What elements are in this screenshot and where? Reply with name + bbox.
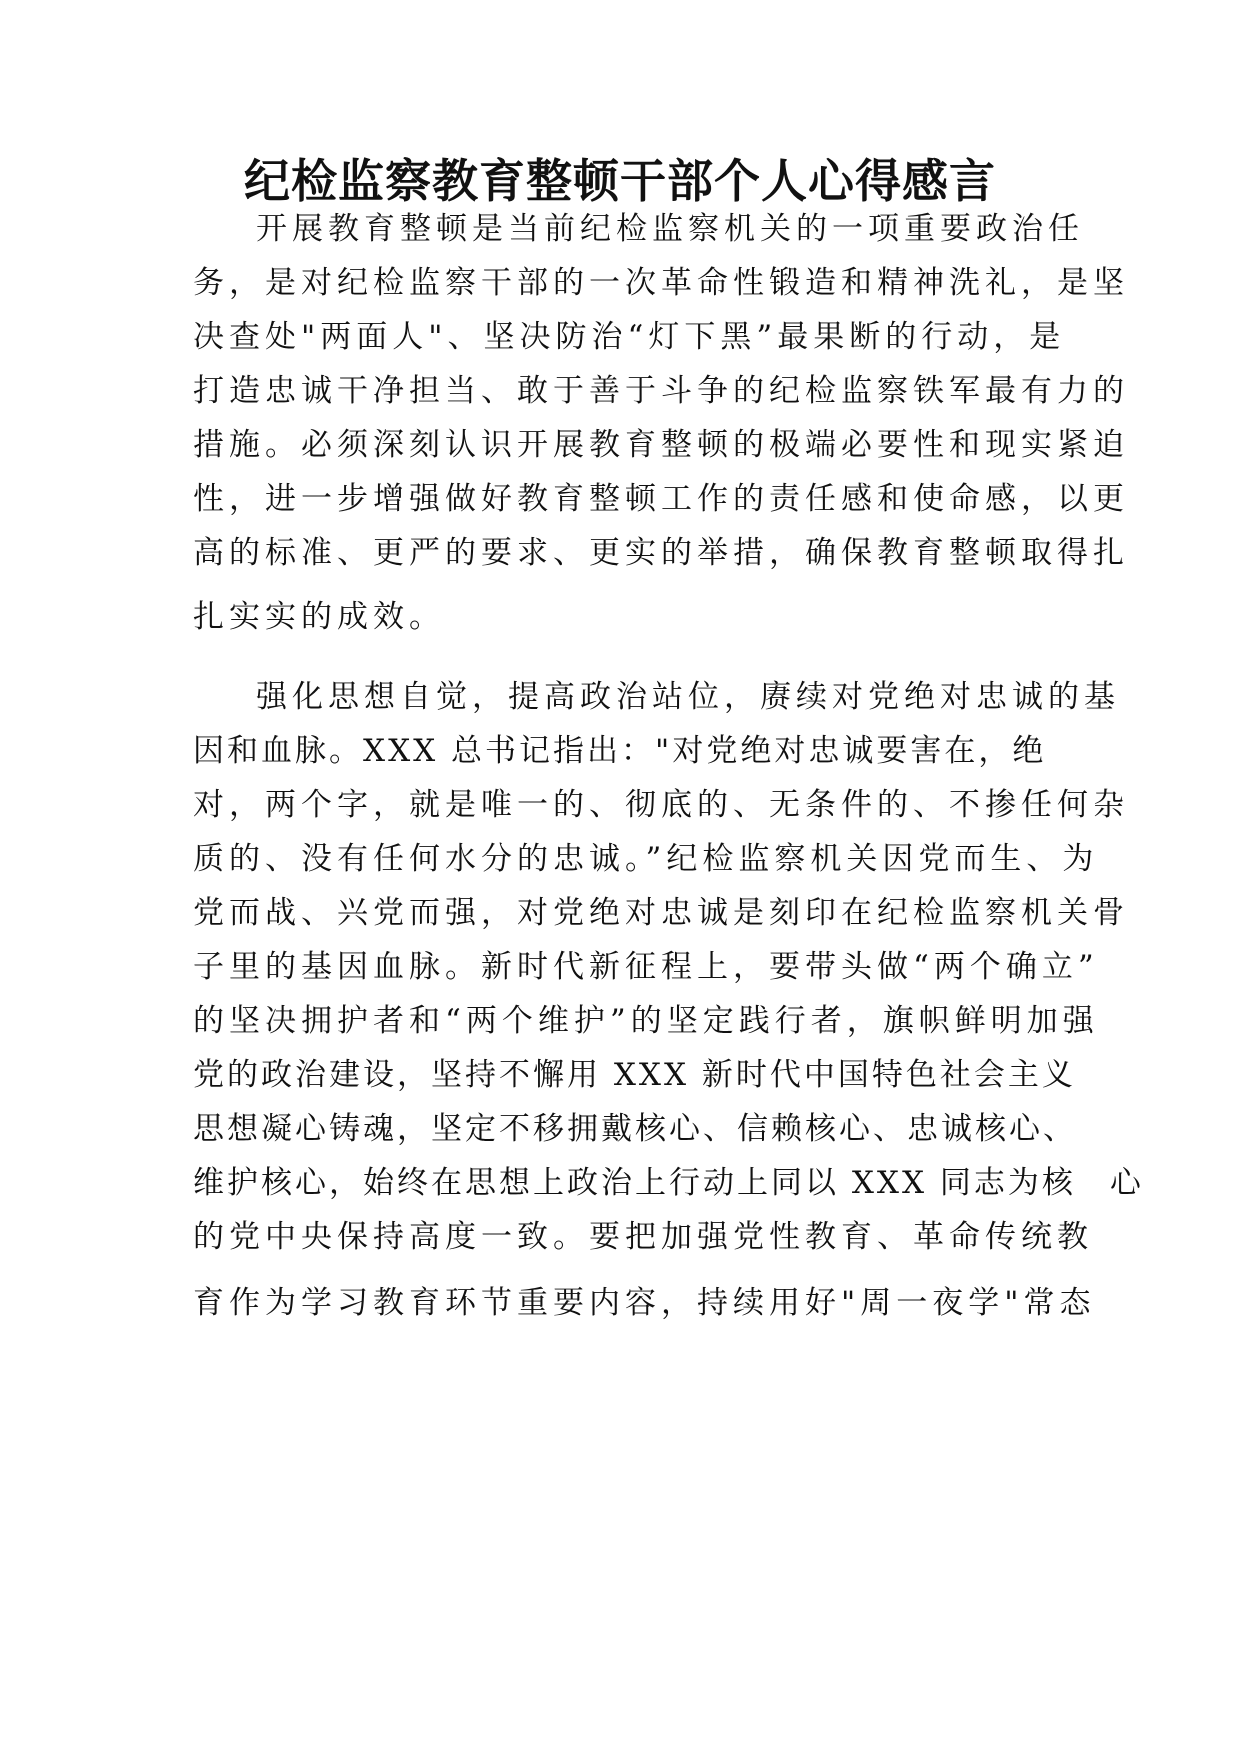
document-title: 纪检监察教育整顿干部个人心得感言 [244, 154, 996, 208]
paragraph-2-line-3: 对，两个字，就是唯一的、彻底的、无条件的、不掺任何杂 [193, 787, 1129, 823]
paragraph-2-line-11: 的党中央保持高度一致。要把加强党性教育、革命传统教 [193, 1219, 1093, 1255]
paragraph-2-line-7: 的坚决拥护者和“两个维护”的坚定践行者，旗帜鲜明加强 [193, 1003, 1099, 1039]
paragraph-2-line-1: 强化思想自觉，提高政治站位，赓续对党绝对忠诚的基 [256, 679, 1120, 715]
paragraph-2-line-10: 维护核心，始终在思想上政治上行动上同以 XXX 同志为核 心 [193, 1165, 1144, 1201]
paragraph-2-line-2: 因和血脉。XXX 总书记指出："对党绝对忠诚要害在，绝 [193, 733, 1047, 769]
paragraph-1-line-3: 决查处"两面人"、坚决防治“灯下黑”最果断的行动，是 [193, 319, 1066, 355]
paragraph-1-line-5: 措施。必须深刻认识开展教育整顿的极端必要性和现实紧迫 [193, 427, 1129, 463]
paragraph-1-line-1: 开展教育整顿是当前纪检监察机关的一项重要政治任 [256, 211, 1084, 247]
paragraph-2-line-4: 质的、没有任何水分的忠诚。”纪检监察机关因党而生、为 [193, 841, 1099, 877]
paragraph-2-line-8: 党的政治建设，坚持不懈用 XXX 新时代中国特色社会主义 [193, 1057, 1076, 1093]
paragraph-1-line-6: 性，进一步增强做好教育整顿工作的责任感和使命感，以更 [193, 481, 1129, 517]
paragraph-2-line-5: 党而战、兴党而强，对党绝对忠诚是刻印在纪检监察机关骨 [193, 895, 1129, 931]
paragraph-2-line-6: 子里的基因血脉。新时代新征程上，要带头做“两个确立” [193, 949, 1099, 985]
paragraph-1-line-7: 高的标准、更严的要求、更实的举措，确保教育整顿取得扎 [193, 535, 1129, 571]
paragraph-1-line-4: 打造忠诚干净担当、敢于善于斗争的纪检监察铁军最有力的 [193, 373, 1129, 409]
paragraph-1-line-2: 务，是对纪检监察干部的一次革命性锻造和精神洗礼，是坚 [193, 265, 1129, 301]
paragraph-1-line-8: 扎实实的成效。 [193, 599, 445, 635]
paragraph-2-line-9: 思想凝心铸魂，坚定不移拥戴核心、信赖核心、忠诚核心、 [193, 1111, 1077, 1147]
paragraph-2-line-12: 育作为学习教育环节重要内容，持续用好"周一夜学"常态 [193, 1285, 1096, 1321]
